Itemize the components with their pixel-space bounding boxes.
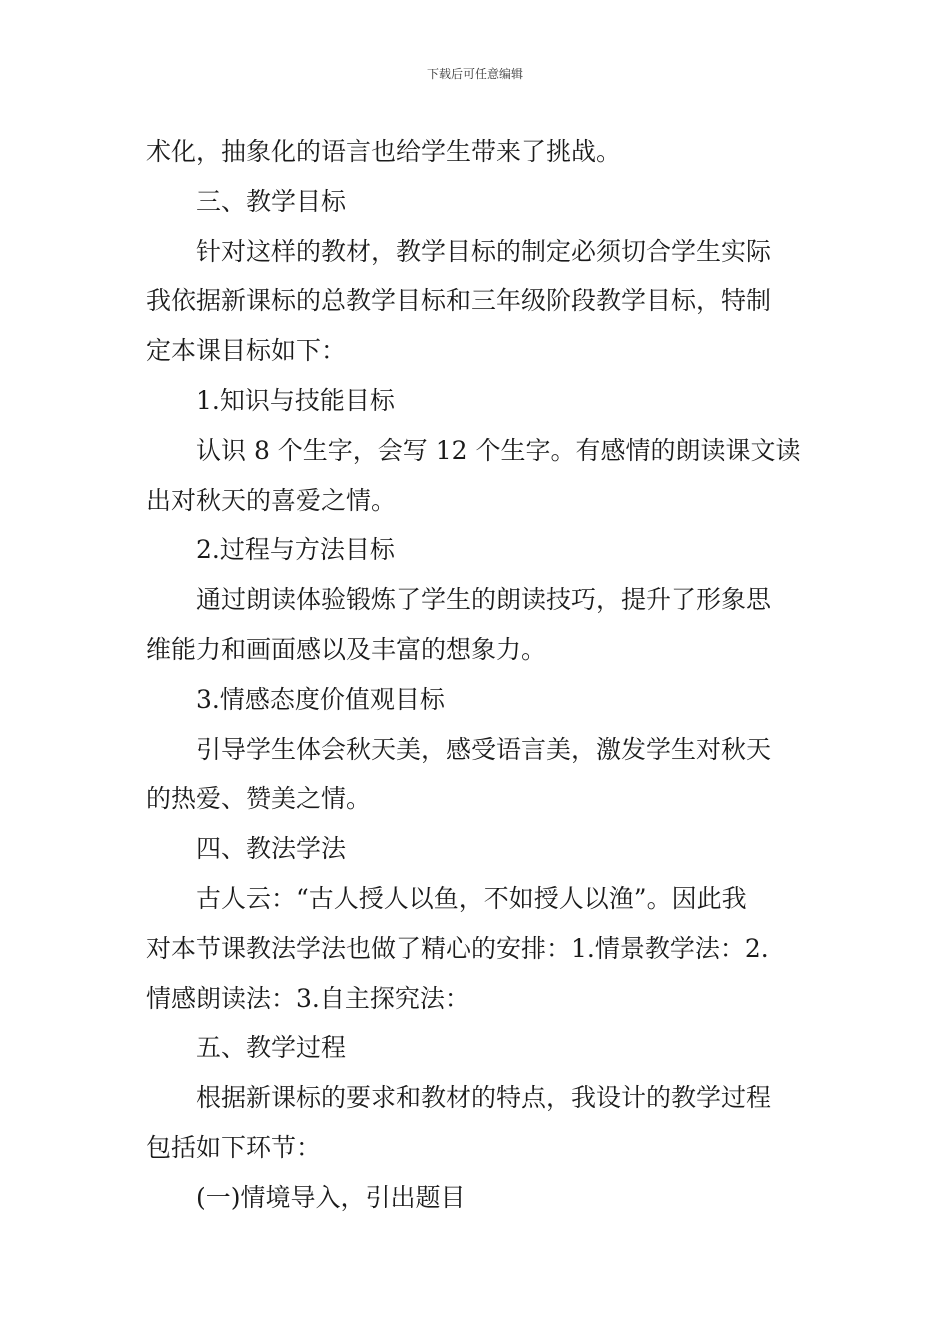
text-line: 引导学生体会秋天美，感受语言美，激发学生对秋天: [196, 734, 772, 764]
text-line: 维能力和画面感以及丰富的想象力。: [146, 634, 547, 664]
text-line: 情感朗读法：3.自主探究法：: [146, 983, 470, 1013]
text-line: 通过朗读体验锻炼了学生的朗读技巧，提升了形象思: [196, 585, 772, 615]
text-line: 对本节课教法学法也做了精心的安排：1.情景教学法：2.: [146, 933, 769, 963]
text-line: 根据新课标的要求和教材的特点，我设计的教学过程: [196, 1083, 772, 1113]
text-line: 认识 8 个生字，会写 12 个生字。有感情的朗读课文读: [196, 435, 801, 465]
section-heading: 五、教学过程: [196, 1033, 347, 1063]
subsection-heading: (一)情境导入，引出题目: [196, 1182, 466, 1212]
text-line: 针对这样的教材，教学目标的制定必须切合学生实际: [196, 236, 772, 266]
text-line: 我依据新课标的总教学目标和三年级阶段教学目标，特制: [146, 286, 772, 316]
text-line: 包括如下环节：: [146, 1132, 322, 1162]
text-line: 术化，抽象化的语言也给学生带来了挑战。: [146, 137, 622, 166]
text-line: 古人云：“古人授人以鱼，不如授人以渔”。因此我: [196, 883, 747, 913]
subsection-heading: 3.情感态度价值观目标: [196, 684, 445, 714]
text-line: 出对秋天的喜爱之情。: [146, 485, 397, 515]
page-header: 下载后可任意编辑: [426, 67, 523, 81]
section-heading: 四、教法学法: [196, 834, 347, 864]
text-line: 的热爱、赞美之情。: [146, 784, 372, 814]
text-line: 定本课目标如下：: [146, 336, 347, 366]
section-heading: 三、教学目标: [196, 186, 347, 216]
document-body: [146, 127, 808, 1223]
subsection-heading: 2.过程与方法目标: [196, 535, 395, 565]
subsection-heading: 1.知识与技能目标: [196, 385, 395, 415]
